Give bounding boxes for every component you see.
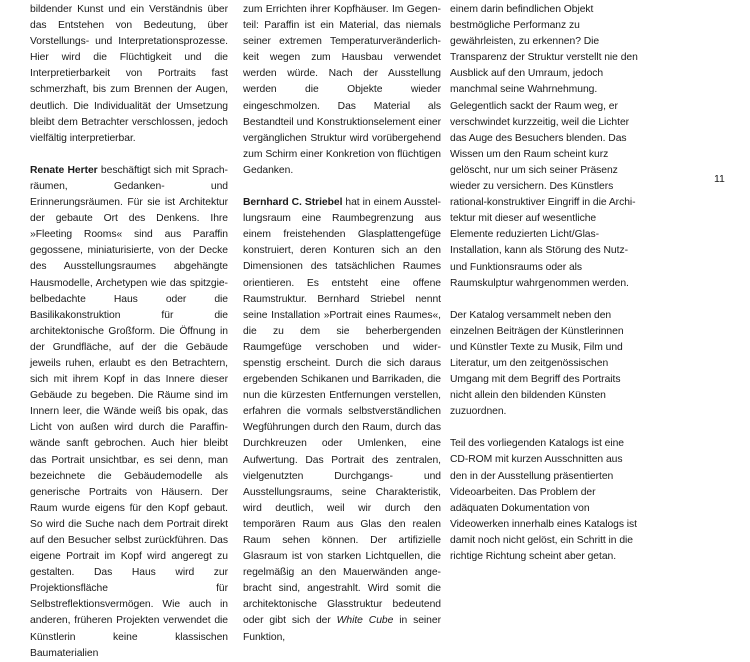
text-column-3	[450, 2, 640, 565]
paragraph	[243, 195, 441, 646]
emphasis-text: White Cube	[336, 615, 394, 627]
text-run: hat in einem Ausstellungsraum eine Raumbegrenzung aus einem freistehenden Glasplattengefüge konstruiert, deren Konturen sich an den Dimensionen des tatsächlichen Raumes orientieren. Es entsteht eine offene Raumstruktur. Bernhard Striebel nennt seine Installation »Portrait eines Raumes«, die zu dem sie beherbergenden Raumgefüge verschoben und widerspenstig erscheint. Durch die sich daraus ergebenden Schikanen und Barrikaden, die nun die kürzesten Entfernungen verstellen, erfahren die vormals selbstverständlichen Wegführungen durch den Raum, durch das Durchkreuzen oder Umlenken, eine Aufwertung. Das Portrait des zentralen, vielgenutzten Durchgangs- und Ausstellungsraums, seine Charakteristik, wird deutlich, weil wir durch den temporären Raum aus Glas den realen Raum sehen können. Der artifizielle Glasraum ist von starken Lichtquellen, die regelmäßig an den Mauerwänden angebracht sind, angestrahlt. Wird somit die architektonische Glasstruktur bedeutend oder gibt sich der	[243, 197, 441, 627]
text-run: bildender Kunst und ein Verständnis über das Entstehen von Bedeutung, über Vorstellungs- und Interpretationsprozesse. Hier wird die Flüchtigkeit und die Interpretierbarkeit von Portraits fast schmerzhaft, bis zum Brennen der Augen, deutlich. Die Individualität der Umsetzung bleibt dem Betrachter verschlossen, jedoch vielfältig interpretierbar.	[30, 4, 228, 144]
paragraph	[450, 436, 640, 565]
text-run: beschäftigt sich mit Sprachräumen, Gedanken- und Erinnerungsräumen. Für sie ist Architektur der gebaute Ort des Denkens. Ihre »Fleeting Rooms« sind aus Paraffin gegossene, miniaturisierte, von der Decke des Ausstellungsraumes abgehängte Hausmodelle, Archetypen wie das spitzgiebelbedachte Haus oder die Basilikakonstruktion für die architektonische Großform. Die Öffnung in der Grundfläche, auf der die Gebäude jeweils ruhen, erlaubt es den Betrachtern, sich mit ihrem Kopf in das Innere dieser Gebäude zu begeben. Die Räume sind im Innern leer, die Wände weiß bis opak, das Licht von außen wird durch die Paraffinwände sanft gebrochen. Auch hier bleibt das Portrait unsichtbar, es sei denn, man bezeichnete die Gebäudemodelle als generische Portraits von Häusern. Der Raum wurde eigens für den Kopf gebaut. So wird die Suche nach dem Portrait direkt auf den Besucher selbst zurückführen. Das eigene Portrait im Kopf wird angeregt zu gestalten. Das Haus wird zur Projektionsfläche für Selbstreflektionsvermögen. Wie auch in anderen, früheren Projekten verwendet die Künstlerin keine klassischen Baumaterialien	[30, 164, 228, 659]
paragraph	[450, 308, 640, 421]
text-run: zum Errichten ihrer Kopfhäuser. Im Gegenteil: Paraffin ist ein Material, das niemals seiner extremen Temperaturveränderlichkeit wegen zum Hausbau verwendet werden würde. Nach der Ausstellung werden die Objekte wieder eingeschmolzen. Das Material als Bestandteil und Konstruktionselement einer vergänglichen Struktur wird vorübergehend zum Schirm einer Konkretion von flüchtigen Gedanken.	[243, 4, 441, 176]
text-column-2	[243, 2, 441, 646]
text-run: Der Katalog versammelt neben den einzelnen Beiträgen der Künstlerinnen und Künstler Texte zu Musik, Film und Literatur, um den zeitgenössischen Umgang mit dem Begriff des Portraits nicht allein den bildenden Künsten zuzuordnen.	[450, 309, 624, 418]
text-run: einem darin befindlichen Objekt bestmögliche Performanz zu gewährleisten, zu erkennen? Die Transparenz der Struktur verstellt nie den Ausblick auf den Umraum, jedoch manchmal seine Wahrnehmung. Gelegentlich sackt der Raum weg, er verschwindet kurzzeitig, weil die Lichter das Auge des Besuchers blenden. Das Wissen um den Raum scheint kurz gelöscht, nur um sich seiner Präsenz wieder zu versichern. Des Künstlers rational-konstruktiver Eingriff in die Architektur mit dieser auf wesentliche Elemente reduzierten Licht/Glas-Installation, kann als Störung des Nutz- und Funktionsraums oder als Raumskulptur wahrgenommen werden.	[450, 4, 638, 289]
text-run: Teil des vorliegenden Katalogs ist eine CD-ROM mit kurzen Ausschnitten aus den in der Ausstellung präsentierten Videoarbeiten. Das Problem der adäquaten Dokumentation von Videowerken innerhalb eines Katalogs ist damit noch nicht gelöst, ein Schritt in die richtige Richtung scheint aber getan.	[450, 438, 637, 562]
text-run: in seiner Funktion,	[243, 615, 441, 643]
paragraph	[30, 163, 228, 662]
paragraph	[30, 2, 228, 147]
page-number: 11	[714, 173, 725, 185]
artist-name: Bernhard C. Striebel	[243, 197, 343, 209]
paragraph	[243, 2, 441, 179]
paragraph	[450, 2, 640, 292]
artist-name: Renate Herter	[30, 164, 98, 176]
text-column-1	[30, 2, 228, 662]
